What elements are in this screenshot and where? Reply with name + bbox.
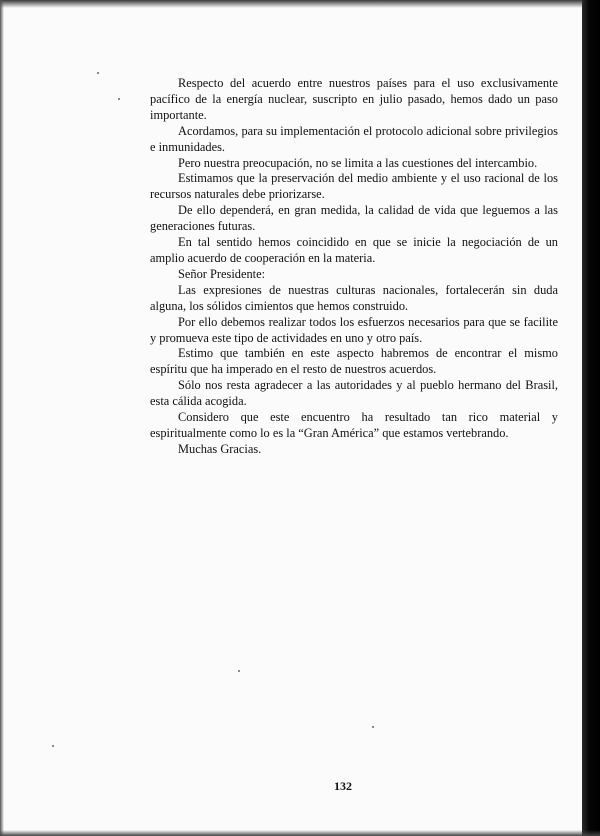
scan-shadow-top — [0, 0, 600, 8]
scan-speck — [238, 670, 240, 672]
scan-speck — [118, 98, 120, 100]
paragraph: Acordamos, para su implementación el protocolo adicional sobre privilegios e inmunidades. — [150, 123, 558, 154]
paragraph: Estimo que también en este aspecto habremos de encontrar el mismo espíritu que ha imperado en el resto de nuestros acuerdos. — [150, 346, 558, 377]
paragraph: Las expresiones de nuestras culturas nacionales, fortalecerán sin duda alguna, los sólidos cimientos que hemos construido. — [150, 282, 558, 313]
paragraph: Pero nuestra preocupación, no se limita a las cuestiones del intercambio. — [178, 155, 538, 170]
scan-shadow-bottom — [0, 830, 600, 836]
paragraph: En tal sentido hemos coincidido en que se inicie la negociación de un amplio acuerdo de cooperación en la materia. — [150, 235, 558, 265]
scan-speck — [97, 72, 99, 74]
paragraph: Respecto del acuerdo entre nuestros países para el uso exclusivamente pacífico de la energía nuclear, suscripto en julio pasado, hemos dado un paso importante. — [150, 76, 558, 122]
scan-binding-edge — [582, 0, 600, 836]
salutation: Señor Presidente: — [178, 266, 266, 281]
scan-speck — [372, 726, 374, 728]
page-number: 132 — [334, 779, 352, 793]
paragraph: De ello dependerá, en gran medida, la calidad de vida que leguemos a las generaciones futuras. — [150, 203, 558, 234]
paragraph: Por ello debemos realizar todos los esfuerzos necesarios para que se facilite y promueva este tipo de actividades en uno y otro país. — [150, 314, 558, 345]
paragraph: Considero que este encuentro ha resultado tan rico material y espiritualmente como lo es la “Gran América” que estamos vertebrando. — [150, 410, 558, 440]
scan-speck — [52, 745, 54, 747]
closing: Muchas Gracias. — [178, 441, 262, 456]
body-text — [150, 76, 558, 458]
scan-shadow-left — [0, 0, 4, 836]
paragraph: Sólo nos resta agradecer a las autoridades y al pueblo hermano del Brasil, esta cálida acogida. — [150, 378, 558, 409]
paragraph: Estimamos que la preservación del medio ambiente y el uso racional de los recursos naturales debe priorizarse. — [150, 171, 558, 202]
